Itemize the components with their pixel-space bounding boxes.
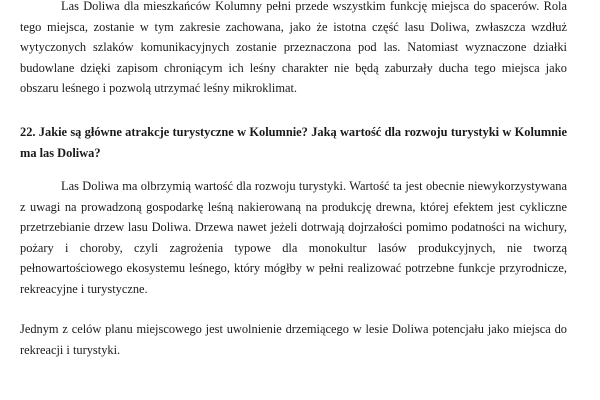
paragraph-plan-goal: Jednym z celów planu miejscowego jest uwolnienie drzemiącego w lesie Doliwa potencjału jako miejsca do rekreacji i turystyki. <box>20 322 567 357</box>
question-22-heading: 22. Jakie są główne atrakcje turystyczne w Kolumnie? Jaką wartość dla rozwoju turystyki w Kolumnie ma las Doliwa? <box>20 125 567 160</box>
paragraph-forest-walks: Las Doliwa dla mieszkańców Kolumny pełni przede wszystkim funkcję miejsca do spacerów. Rola tego miejsca, zostanie w tym zakresie zachowana, jako że istotna część lasu Doliwa, zwłaszcza wzdłuż wytyczonych szlaków komunikacyjnych zostanie przeznaczona pod las. Natomiast wyznaczone działki budowlane dzięki zapisom chroniącym ich leśny charakter nie będą zaburzały ducha tego miejsca jako obszaru leśnego i pozwolą utrzymać leśny mikroklimat. <box>20 0 567 95</box>
paragraph-tourism-value: Las Doliwa ma olbrzymią wartość dla rozwoju turystyki. Wartość ta jest obecnie niewykorzystywana z uwagi na prowadzoną gospodarkę leśną nakierowaną na produkcję drewna, której efektem jest cykliczne przetrzebianie drzew lasu Doliwa. Drzewa nawet jeżeli dotrwają dojrzałości pomimo podatności na wichury, pożary i choroby, czyli zagrożenia typowe dla monokultur lasów produkcyjnych, nie tworzą pełnowartościowego ekosystemu leśnego, który mógłby w pełni realizować potrzebne funkcje przyrodnicze, rekreacyjne i turystyczne. <box>20 179 567 296</box>
